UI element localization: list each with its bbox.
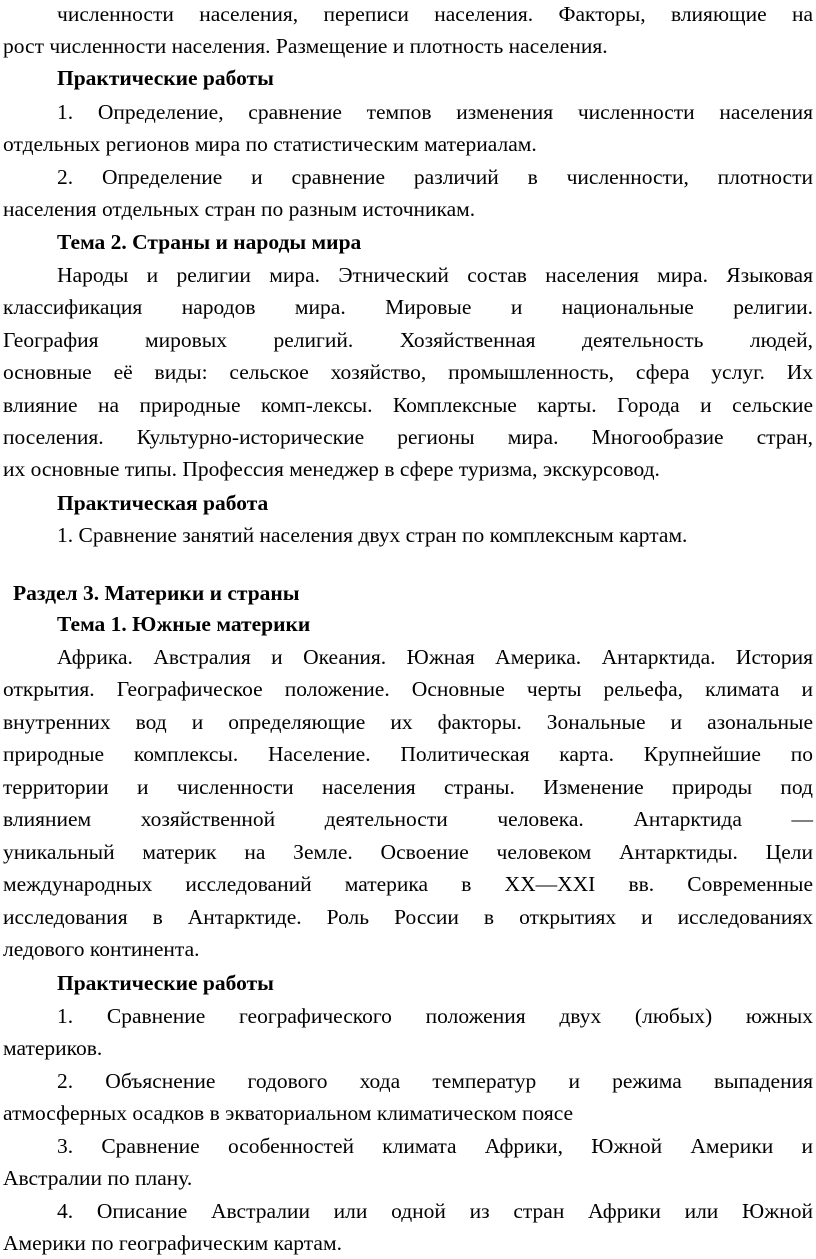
chapter-heading: Раздел 3. Материки и страны bbox=[13, 581, 300, 605]
paragraph-line: уникальный материк на Земле. Освоение человеком Антарктиды. Цели bbox=[3, 840, 813, 864]
list-item-line: 1. Сравнение занятий населения двух стран по комплексным картам. bbox=[57, 523, 688, 547]
paragraph-line: классификация народов мира. Мировые и национальные религии. bbox=[3, 295, 813, 319]
topic-heading: Тема 1. Южные материки bbox=[57, 612, 311, 636]
paragraph-line: влияние на природные комп-лексы. Комплексные карты. Города и сельские bbox=[3, 393, 813, 417]
paragraph-line: их основные типы. Профессия менеджер в сфере туризма, экскурсовод. bbox=[3, 457, 660, 481]
list-item-line: 2. Объяснение годового хода температур и режима выпадения bbox=[57, 1069, 813, 1093]
list-item-line: 4. Описание Австралии или одной из стран Африки или Южной bbox=[57, 1199, 813, 1223]
paragraph-line: влиянием хозяйственной деятельности человека. Антарктида — bbox=[3, 807, 813, 831]
list-item-line: атмосферных осадков в экваториальном климатическом поясе bbox=[3, 1101, 574, 1125]
section-heading-practical-works: Практические работы bbox=[57, 66, 274, 90]
paragraph-line: рост численности населения. Размещение и плотность населения. bbox=[3, 34, 608, 58]
section-heading-practical-work: Практическая работа bbox=[57, 491, 269, 515]
list-item-line: населения отдельных стран по разным источникам. bbox=[3, 197, 476, 221]
list-item-line: 1. Сравнение географического положения двух (любых) южных bbox=[57, 1004, 813, 1028]
paragraph-line: Народы и религии мира. Этнический состав населения мира. Языковая bbox=[57, 263, 813, 287]
list-item-line: материков. bbox=[3, 1036, 103, 1060]
paragraph-line: природные комплексы. Население. Политическая карта. Крупнейшие по bbox=[3, 742, 813, 766]
paragraph-line: международных исследований материка в XX—XXI вв. Современные bbox=[3, 872, 813, 896]
list-item-line: отдельных регионов мира по статистическим материалам. bbox=[3, 132, 537, 156]
paragraph-line: внутренних вод и определяющие их факторы. Зональные и азональные bbox=[3, 710, 813, 734]
list-item-line: 1. Определение, сравнение темпов изменения численности населения bbox=[57, 100, 813, 124]
section-heading-practical-works: Практические работы bbox=[57, 971, 274, 995]
paragraph-line: исследования в Антарктиде. Роль России в открытиях и исследованиях bbox=[3, 905, 813, 929]
paragraph-line: численности населения, переписи населения. Факторы, влияющие на bbox=[57, 2, 813, 26]
paragraph-line: ледового континента. bbox=[3, 937, 200, 961]
list-item-line: Америки по географическим картам. bbox=[3, 1231, 342, 1255]
list-item-line: Австралии по плану. bbox=[3, 1166, 193, 1190]
list-item-line: 2. Определение и сравнение различий в численности, плотности bbox=[57, 165, 813, 189]
paragraph-line: Африка. Австралия и Океания. Южная Америка. Антарктида. История bbox=[57, 645, 813, 669]
paragraph-line: открытия. Географическое положение. Основные черты рельефа, климата и bbox=[3, 677, 813, 701]
list-item-line: 3. Сравнение особенностей климата Африки, Южной Америки и bbox=[57, 1134, 813, 1158]
paragraph-line: География мировых религий. Хозяйственная деятельность людей, bbox=[3, 328, 813, 352]
paragraph-line: территории и численности населения страны. Изменение природы под bbox=[3, 775, 813, 799]
paragraph-line: основные её виды: сельское хозяйство, промышленность, сфера услуг. Их bbox=[3, 360, 813, 384]
paragraph-line: поселения. Культурно-исторические регионы мира. Многообразие стран, bbox=[3, 425, 813, 449]
topic-heading: Тема 2. Страны и народы мира bbox=[57, 230, 362, 254]
